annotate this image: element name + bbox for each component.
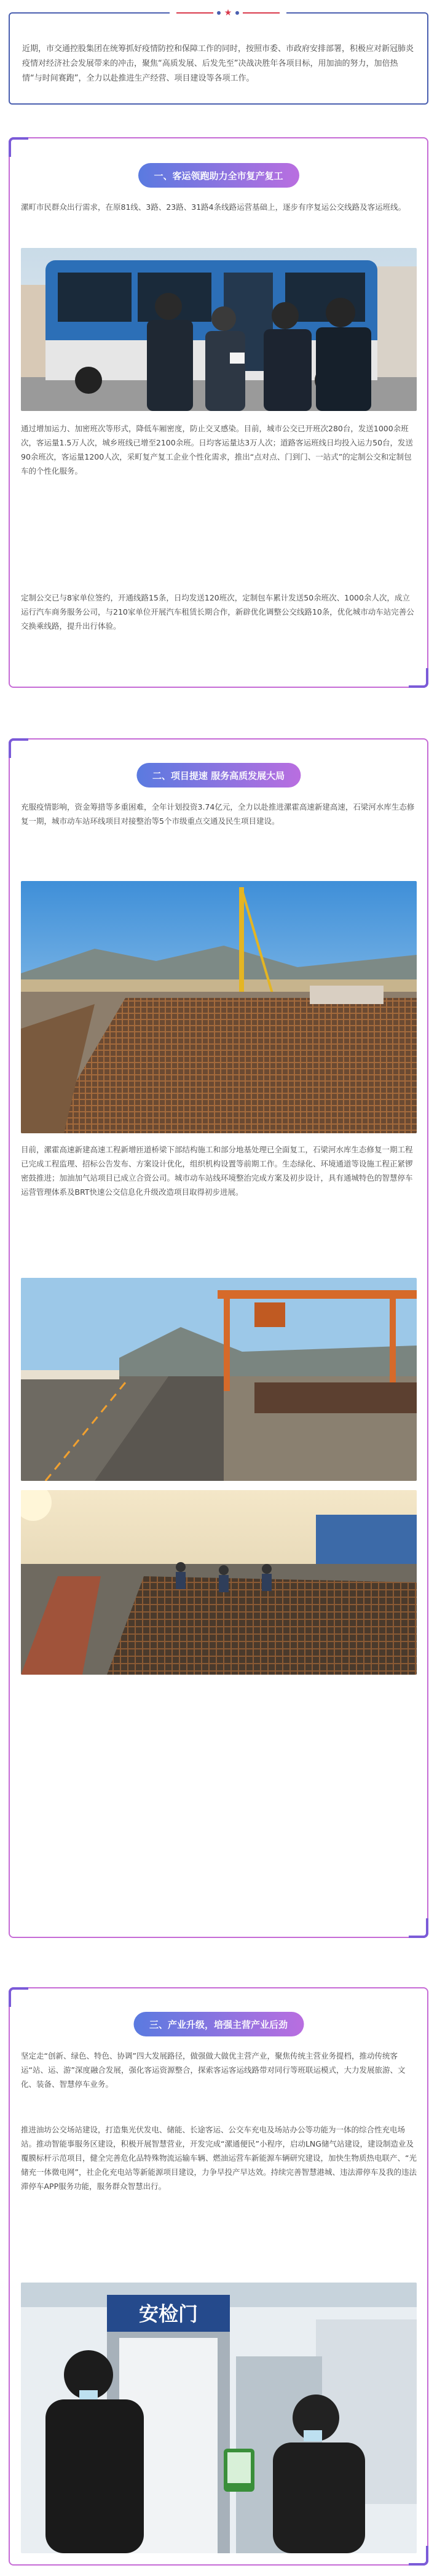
section-paragraph: 定制公交已与8家单位签约，开通线路15条，日均发送120班次，定制包车累计发送50余班次、1000余人次，成立运行汽车商务服务公司，与210家单位开展汽车租赁长期合作，新辟优化调整公交线路10条，优化城市动车站完善公交换乘线路，提升出行体验。 — [21, 593, 414, 631]
intro-decoration — [170, 9, 286, 17]
section-industry-upgrade — [9, 1987, 428, 2566]
section-project-acceleration — [9, 738, 428, 1938]
rebar-construction-photo — [21, 881, 417, 1133]
section-paragraph: 漯町市民群众出行需求，在原81线、3路、23路、31路4条线路运营基础上，逐步有序复运公交线路及客运班线。 — [21, 202, 406, 212]
section-title: 二、项目提速 服务高质发展大局 — [136, 763, 301, 788]
section-paragraph: 充服疫情影响，资金筹措等多重困难，全年计划投资3.74亿元，全力以赴推进漯霍高速新建高速，石梁河水库生态修复一期，城市动车站环线项目对接整治等5个市级重点交通及民生项目建设。 — [21, 802, 415, 826]
gantry-crane-photo — [21, 1278, 417, 1481]
section-title: 三、产业升级，培强主营产业后劲 — [133, 2012, 304, 2036]
section-paragraph: 推进油坊公交场站建设，打造集光伏发电、储能、长途客运、公交车充电及场站办公等功能为一体的综合性充电场站。推动智能事服务区建设，积极开展智慧营业，开发完成“漯通便民”小程序，启动LNG储气站建设，建设制造业及覆膜标杆示范项目，健全完善危化品特殊物流运输车辆、燃油运营车新能源车辆研究建设，加快生物质热电联产、“光储充一体微电网”，社企化充电站等新能源项目建设，力争早投产早达效。持续完善智慧港城、违法滞停车及我的违法滞停车APP服务功能，服务群众智慧出行。 — [21, 2125, 417, 2191]
gate-sign-text: 安检门 — [138, 2303, 199, 2325]
intro-text: 近期，市交通控股集团在统筹抓好疫情防控和保障工作的同时，按照市委、市政府安排部署，积极应对新冠肺炎疫情对经济社会发展带来的冲击，聚焦“高质发展、后发先至”决战决胜年各项目标，用加油的努力，加倍热情“与时间赛跑”，全力以赴推进生产经营、项目建设等各项工作。 — [22, 44, 414, 83]
bus-boarding-photo — [21, 248, 417, 411]
section-paragraph: 通过增加运力、加密班次等形式，降低车厢密度，防止交叉感染。目前，城市公交已开班次280台，发送1000余班次，客运量1.5万人次，城乡班线已增至2100余班。日均客运量达3万人次；道路客运班线日均投入运力50台，发送90余班次，客运量1200人次，采町复产复工企业个性化需求，推出“点对点、门到门、一站式”的定制公交和定制包车的个性化服务。 — [21, 424, 414, 476]
section-title: 一、客运领跑助力全市复产复工 — [138, 163, 299, 188]
rebar-workers-photo — [21, 1490, 417, 1675]
star-icon: ★ — [224, 8, 232, 18]
section-paragraph: 目前，漯霍高速新建高速工程新增匝道桥梁下部结构施工和部分地基处理已全面复工，石梁河水库生态修复一期工程已完成工程监理、招标公告发布、方案设计优化，组织机构设置等前期工作。生态绿化、环境通道等设施工程正紧锣密鼓推进；加油加气站项目已成立合资公司。城市动车站线环境整治完成方案及初步设计，具有通城特色的智慧停车运营管理体系及BRT快速公交信息化升级改造项目取得初步进展。 — [21, 1145, 413, 1197]
intro-box — [9, 8, 428, 105]
security-check-photo — [21, 2283, 417, 2553]
section-paragraph: 坚定走“创新、绿色、特色、协调”四大发展路径，做强做大做优主营产业，聚焦传统主营业务提档，推动传统客运“站、运、游”深度融合发展，强化客运资源整合，探索客运客运线路带对同行等班联运模式，大力发展旅游、文化、装备、智慧停车业务。 — [21, 2051, 406, 2089]
section-passenger-transport — [9, 137, 428, 688]
